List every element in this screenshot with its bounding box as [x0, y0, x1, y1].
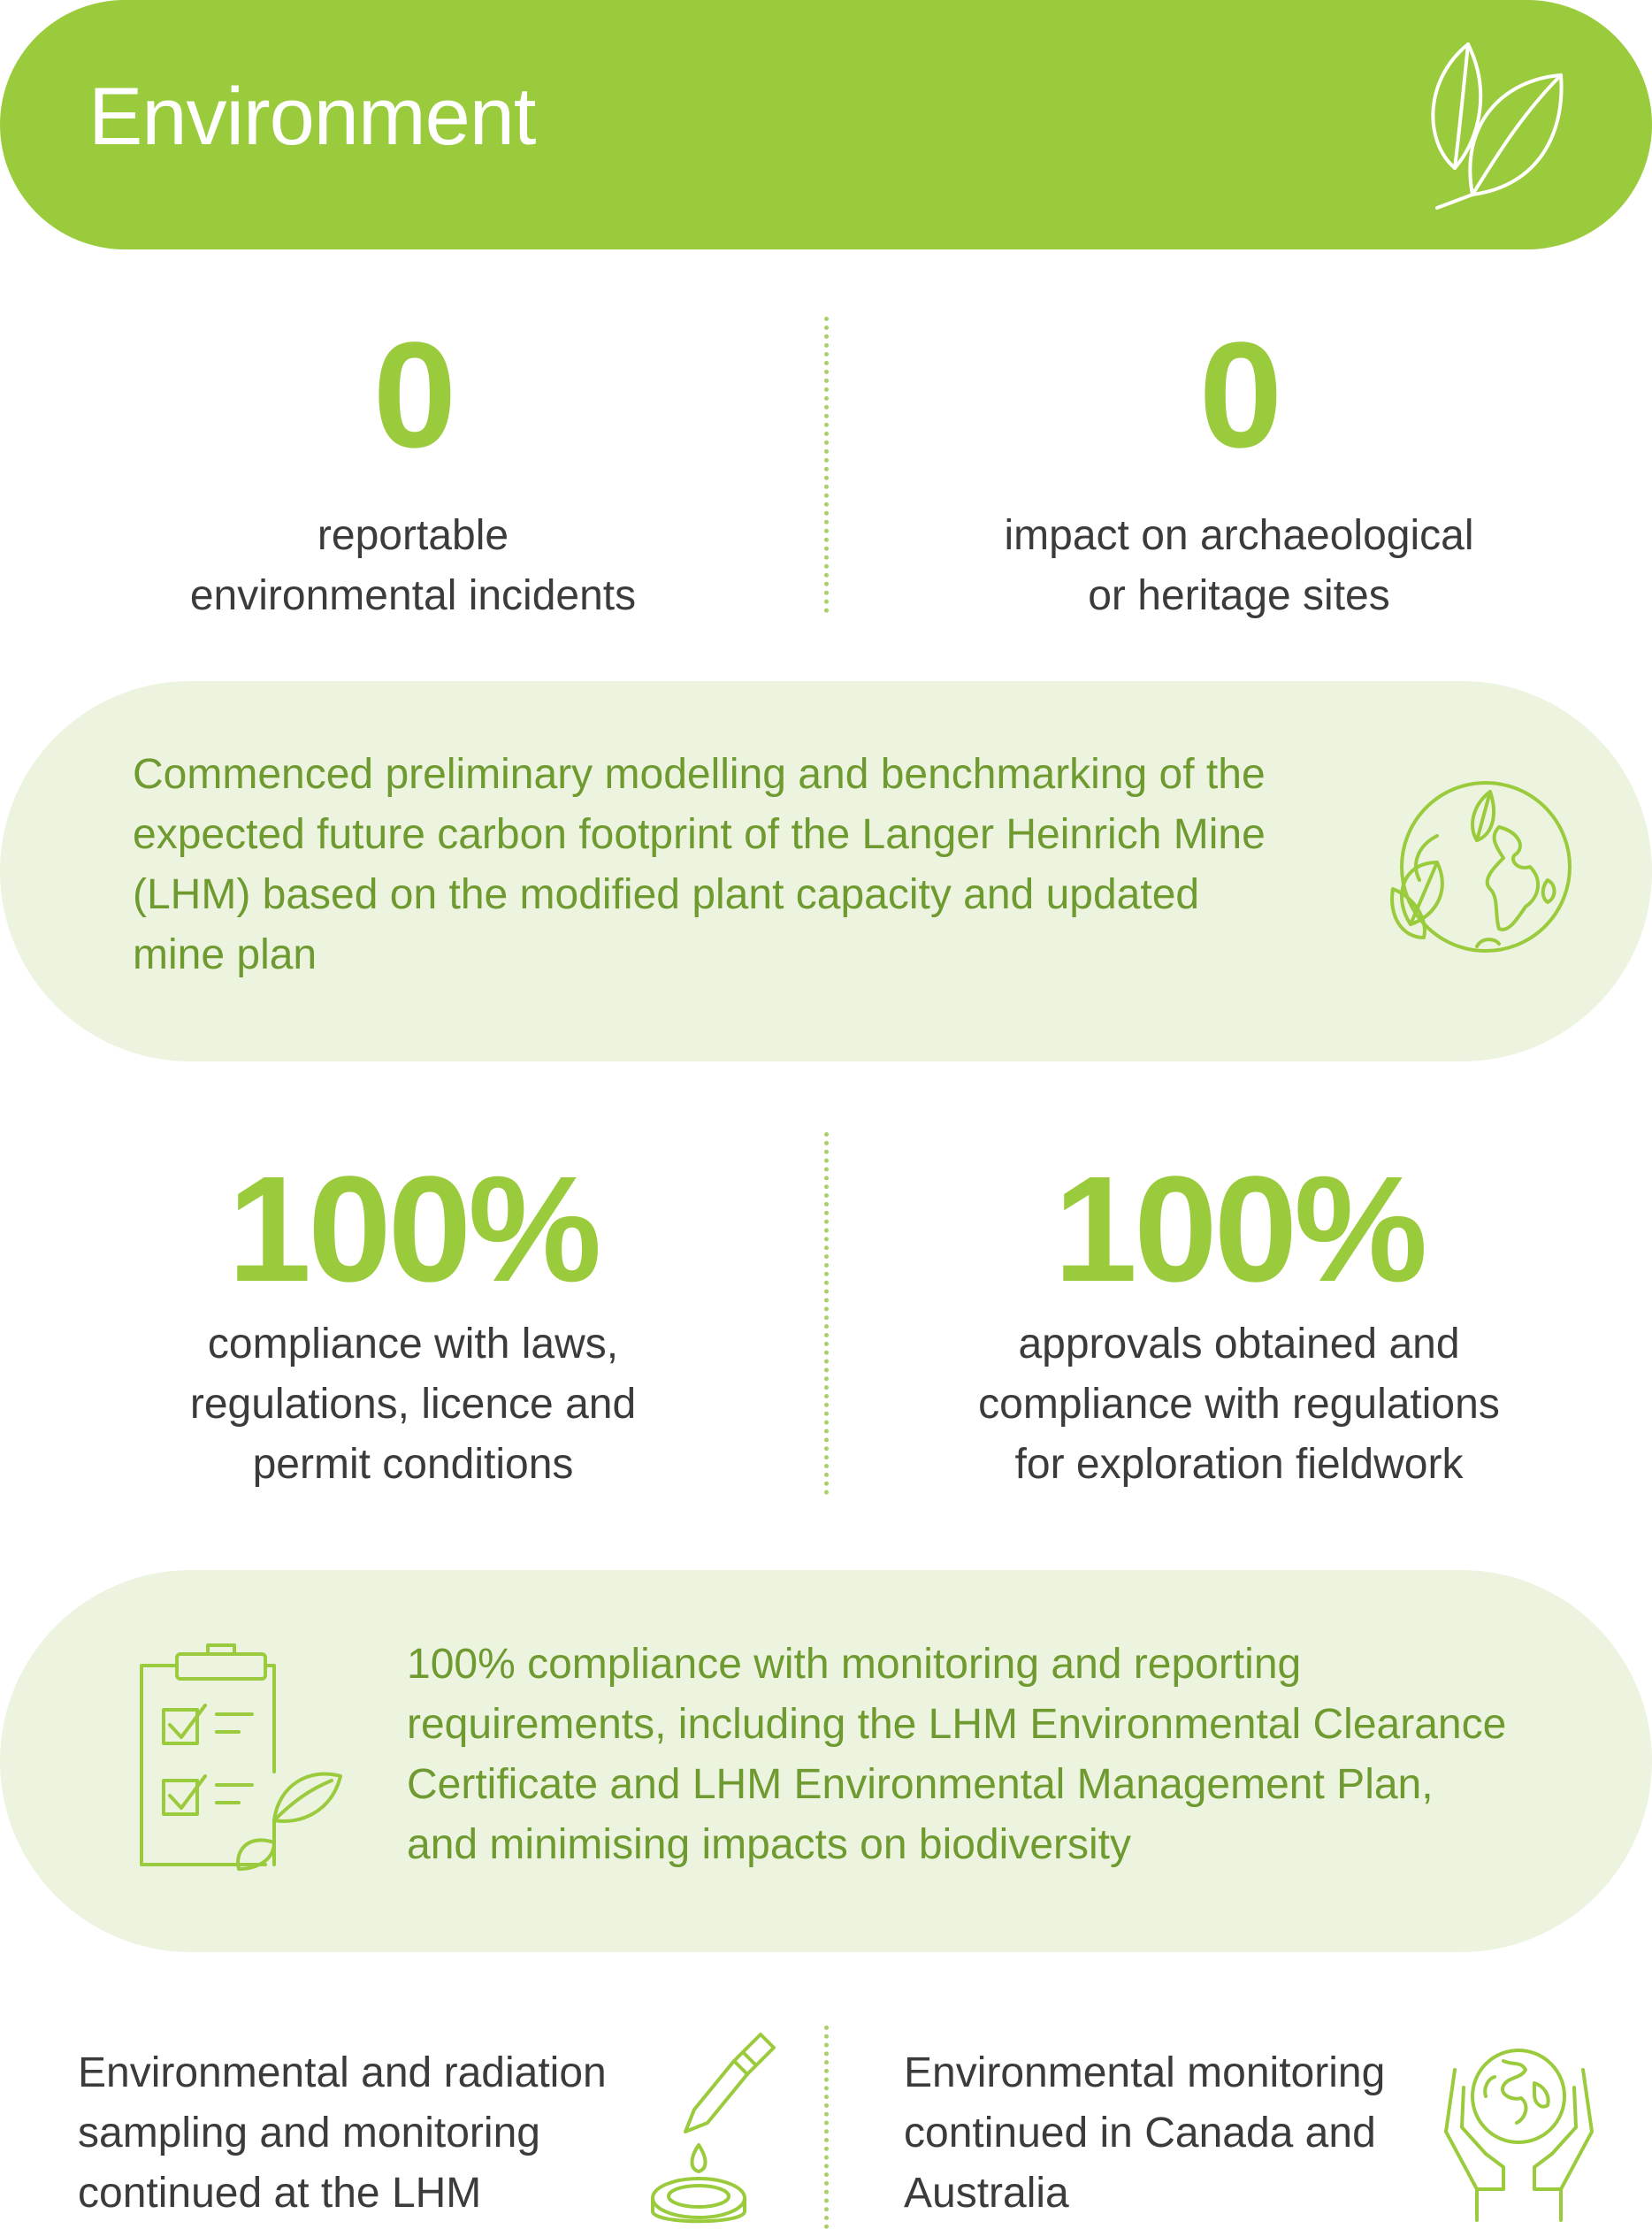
globe-leaf-icon — [1384, 756, 1574, 969]
column-divider — [824, 2026, 829, 2229]
carbon-footprint-text: Commenced preliminary modelling and benchmarking of the expected future carbon footprint of the Langer Heinrich Mine (LHM) based on the modified plant capacity and updated mine plan — [133, 751, 1266, 978]
leaves-icon — [1406, 35, 1574, 212]
stat-label-heritage: impact on archaeological or heritage sites — [1004, 512, 1474, 619]
stat-value-laws-compliance: 100% — [227, 1145, 599, 1314]
monitoring-compliance-text: 100% compliance with monitoring and reporting requirements, including the LHM Environmental Clearance Certificate and LHM Environmental Management Plan, and minimising impacts on biodiversity — [407, 1641, 1507, 1868]
canada-australia-monitoring-text: Environmental monitoring continued in Canada and Australia — [904, 2049, 1386, 2217]
stat-value-heritage: 0 — [1198, 311, 1280, 479]
stat-value-approvals: 100% — [1053, 1145, 1425, 1314]
stat-value-incidents: 0 — [372, 311, 454, 479]
stat-label-approvals: approvals obtained and compliance with regulations for exploration fieldwork — [978, 1321, 1500, 1488]
dropper-dish-icon — [646, 2026, 778, 2229]
page-title: Environment — [88, 72, 536, 162]
hands-globe-icon — [1437, 2034, 1601, 2229]
radiation-sampling-text: Environmental and radiation sampling and monitoring continued at the LHM — [78, 2049, 607, 2217]
stat-label-laws-compliance: compliance with laws, regulations, licence and permit conditions — [189, 1321, 637, 1488]
clipboard-checklist-icon — [133, 1643, 345, 1873]
stat-label-incidents: reportable environmental incidents — [189, 512, 637, 619]
